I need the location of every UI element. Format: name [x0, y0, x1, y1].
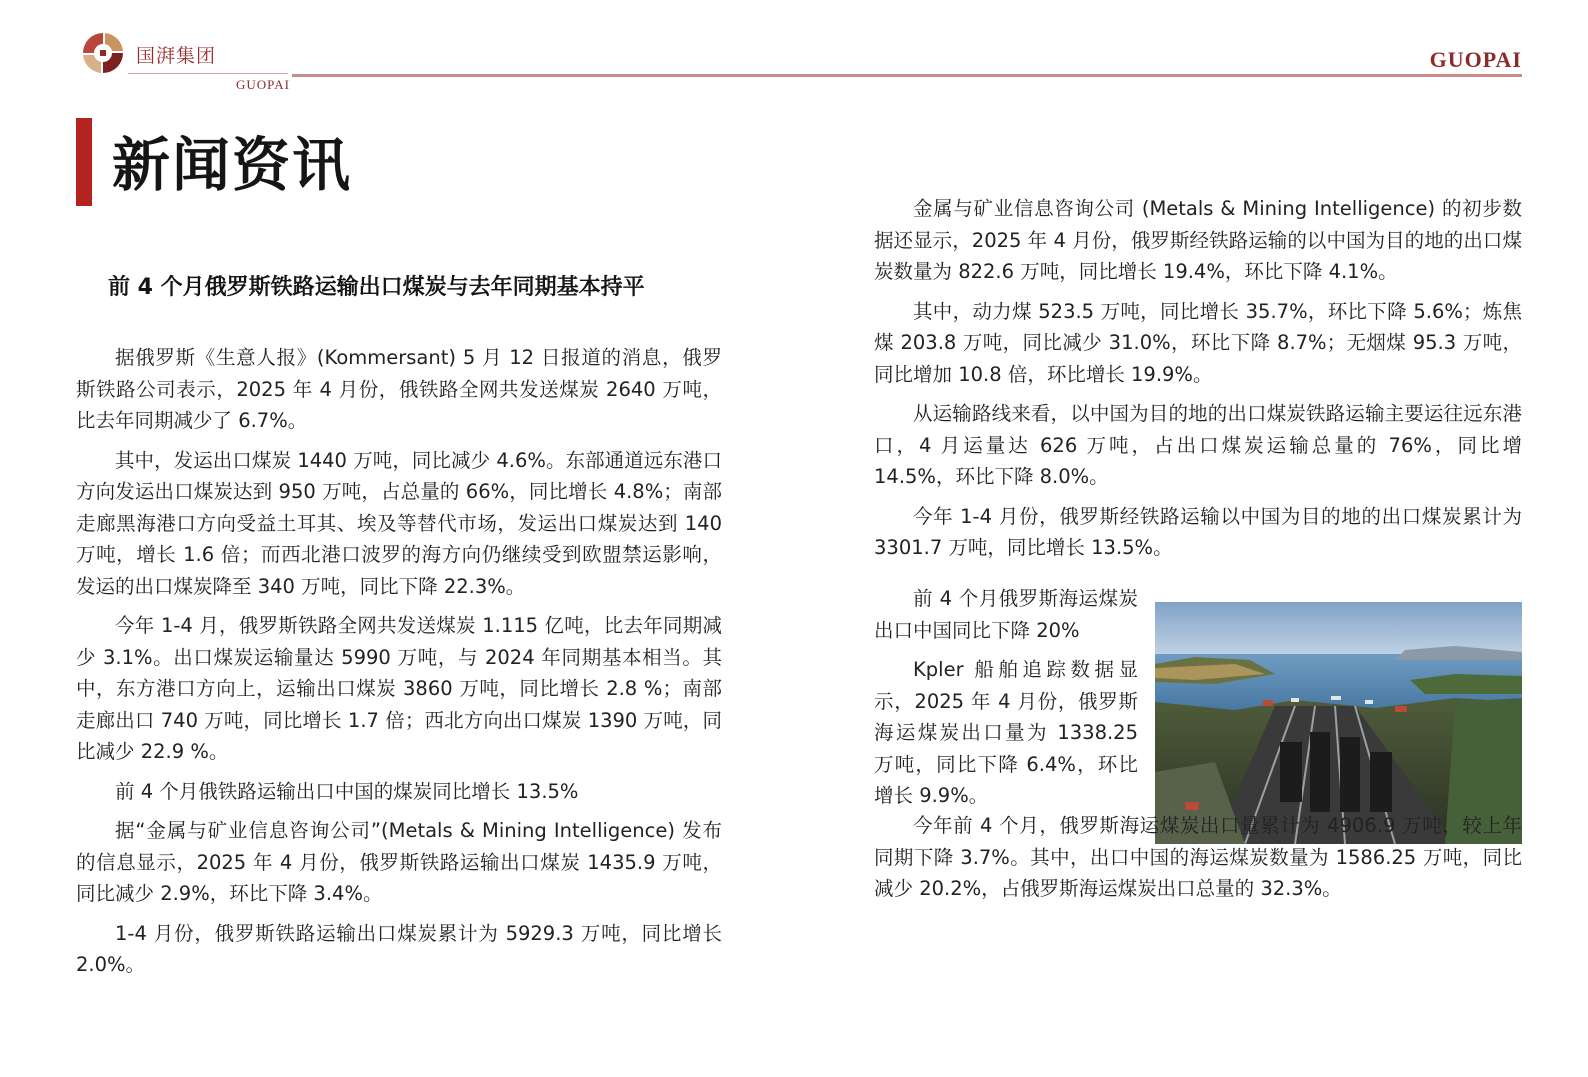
paragraph: Kpler 船舶追踪数据显示，2025 年 4 月份，俄罗斯海运煤炭出口量为 1338.25 万吨，同比下降 6.4%，环比增长 9.9%。	[874, 658, 1138, 807]
section-title: 新闻资讯	[112, 131, 353, 199]
article-right-bottom	[874, 810, 1522, 913]
paragraph: 1-4 月份，俄罗斯铁路运输出口煤炭累计为 5929.3 万吨，同比增长 2.0%。	[76, 921, 722, 976]
paragraph: 其中，动力煤 523.5 万吨，同比增长 35.7%，环比下降 5.6%；炼焦煤 203.8 万吨，同比减少 31.0%，环比下降 8.7%；无烟煤 95.3 万吨，同比增加 10.8 倍，环比增长 19.9%。	[874, 299, 1522, 386]
paragraph: 从运输路线来看，以中国为目的地的出口煤炭铁路运输主要运往远东港口，4 月运量达 626 万吨，占出口煤炭运输总量的 76%，同比增 14.5%，环比下降 8.0%。	[874, 402, 1522, 488]
paragraph: 据俄罗斯《生意人报》(Kommersant) 5 月 12 日报道的消息，俄罗斯铁路公司表示，2025 年 4 月份，俄铁路全网共发送煤炭 2640 万吨，比去年同期减少了 6.7%。	[76, 346, 722, 432]
section-accent-bar	[76, 118, 92, 206]
brand-name-en: GUOPAI	[236, 77, 290, 92]
coal-port-aerial-photo	[1155, 602, 1522, 844]
article-right-column	[874, 193, 1522, 572]
article-left-column	[76, 342, 722, 989]
paragraph: 其中，发运出口煤炭 1440 万吨，同比减少 4.6%。东部通道远东港口方向发运出口煤炭达到 950 万吨，占总量的 66%，同比增长 4.8%；南部走廊黑海港口方向受益土耳其、埃及等替代市场，发运出口煤炭达到 140 万吨，增长 1.6 倍；而西北港口波罗的海方向仍继续受到欧盟禁运影响，发运的出口煤炭降至 340 万吨，同比下降 22.3%。	[76, 448, 722, 598]
header-divider	[292, 74, 1522, 77]
article-photo-side-text	[874, 583, 1138, 820]
paragraph: 今年 1-4 月份，俄罗斯经铁路运输以中国为目的地的出口煤炭累计为 3301.7 万吨，同比增长 13.5%。	[874, 504, 1522, 559]
subheading: 前 4 个月俄铁路运输出口中国的煤炭同比增长 13.5%	[115, 779, 579, 803]
guopai-logo-icon	[80, 30, 126, 76]
brand-name-en-right: GUOPAI	[1429, 47, 1522, 72]
article-title: 前 4 个月俄罗斯铁路运输出口煤炭与去年同期基本持平	[108, 275, 645, 300]
brand-name-cn: 国湃集团	[136, 45, 217, 67]
paragraph: 今年 1-4 月，俄罗斯铁路全网共发送煤炭 1.115 亿吨，比去年同期减少 3.1%。出口煤炭运输量达 5990 万吨，与 2024 年同期基本相当。其中，东方港口方向上，运输出口煤炭 3860 万吨，同比增长 2.8 %；南部走廊出口 740 万吨，同比增长 1.7 倍；西北方向出口煤炭 1390 万吨，同比减少 22.9 %。	[76, 614, 722, 763]
paragraph: 据“金属与矿业信息咨询公司”(Metals & Mining Intelligence) 发布的信息显示，2025 年 4 月份，俄罗斯铁路运输出口煤炭 1435.9 万吨，同比减少 2.9%，环比下降 3.4%。	[76, 819, 722, 905]
subheading: 前 4 个月俄罗斯海运煤炭出口中国同比下降 20%	[874, 587, 1138, 642]
paragraph: 金属与矿业信息咨询公司 (Metals & Mining Intelligence) 的初步数据还显示，2025 年 4 月份，俄罗斯经铁路运输的以中国为目的地的出口煤炭数量为 822.6 万吨，同比增长 19.4%，环比下降 4.1%。	[874, 197, 1522, 283]
paragraph: 今年前 4 个月，俄罗斯海运煤炭出口量累计为 4906.9 万吨，较上年同期下降 3.7%。其中，出口中国的海运煤炭数量为 1586.25 万吨，同比减少 20.2%，占俄罗斯海运煤炭出口总量的 32.3%。	[874, 814, 1522, 900]
header-divider-thin	[128, 73, 288, 74]
